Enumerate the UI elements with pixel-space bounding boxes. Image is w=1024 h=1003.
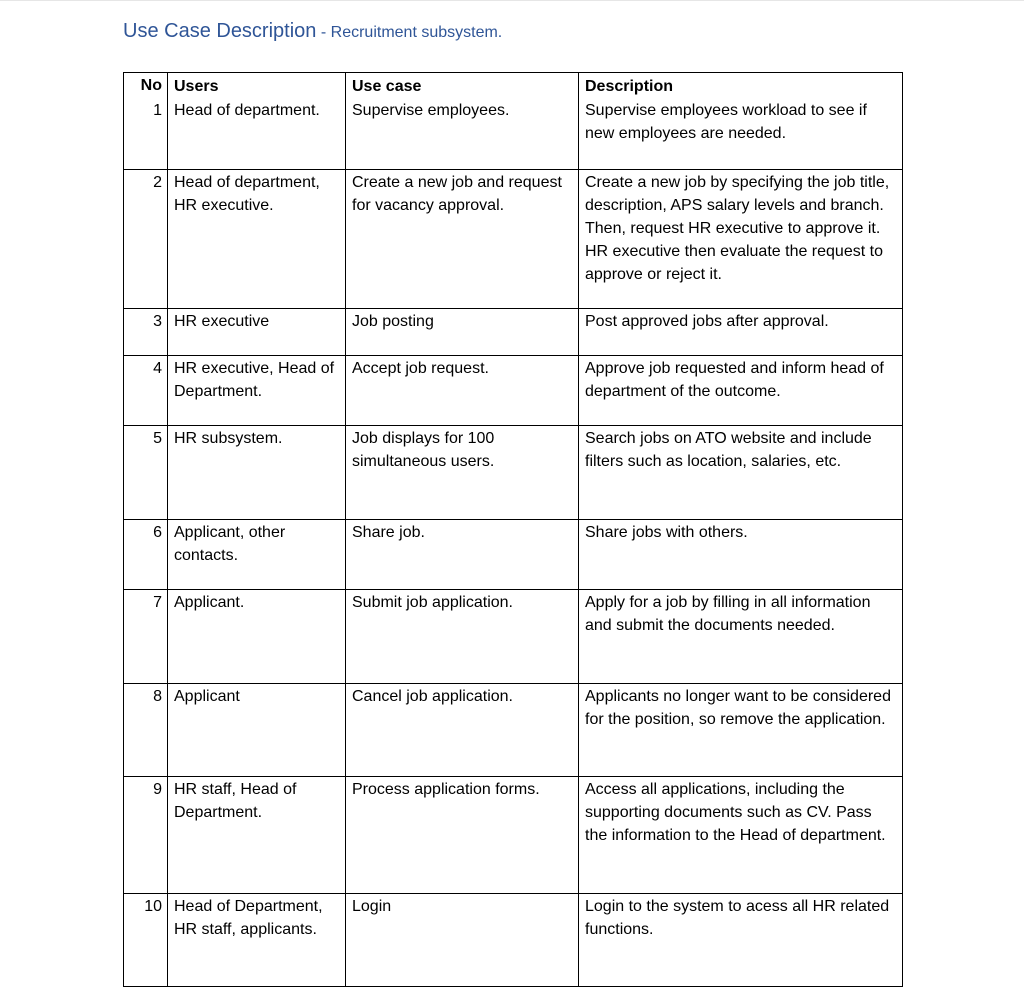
table-row — [124, 683, 903, 776]
cell-no: 9 — [124, 776, 168, 893]
cell-users: HR executive — [168, 308, 346, 355]
cell-users: HR staff, Head of Department. — [168, 776, 346, 893]
cell-users: Applicant, other contacts. — [168, 519, 346, 589]
cell-description: Supervise employees workload to see if new employees are needed. — [579, 98, 903, 169]
column-header-no: No — [124, 73, 168, 99]
table-row — [124, 589, 903, 683]
cell-use-case: Login — [346, 893, 579, 986]
column-header-use-case: Use case — [346, 73, 579, 99]
cell-users: Applicant — [168, 683, 346, 776]
heading-subtitle: Recruitment subsystem. — [330, 24, 503, 41]
cell-description: Search jobs on ATO website and include filters such as location, salaries, etc. — [579, 425, 903, 519]
cell-use-case: Create a new job and request for vacancy approval. — [346, 169, 579, 308]
cell-description: Apply for a job by filling in all information and submit the documents needed. — [579, 589, 903, 683]
table-row — [124, 98, 903, 169]
cell-no: 6 — [124, 519, 168, 589]
cell-no: 1 — [124, 98, 168, 169]
table-row — [124, 893, 903, 986]
cell-use-case: Process application forms. — [346, 776, 579, 893]
cell-users: Head of Department, HR staff, applicants. — [168, 893, 346, 986]
table-row — [124, 425, 903, 519]
cell-users: HR subsystem. — [168, 425, 346, 519]
cell-use-case: Submit job application. — [346, 589, 579, 683]
cell-use-case: Cancel job application. — [346, 683, 579, 776]
cell-no: 3 — [124, 308, 168, 355]
cell-description: Create a new job by specifying the job title, description, APS salary levels and branch. Then, request HR executive to approve it. HR executive then evaluate the request to approve or reject it. — [579, 169, 903, 308]
table-row — [124, 308, 903, 355]
cell-description: Login to the system to acess all HR related functions. — [579, 893, 903, 986]
cell-users: Head of department. — [168, 98, 346, 169]
table-row — [124, 776, 903, 893]
cell-no: 4 — [124, 355, 168, 425]
top-divider — [0, 0, 1024, 1]
cell-use-case: Accept job request. — [346, 355, 579, 425]
table-header-row — [124, 73, 903, 99]
cell-use-case: Job posting — [346, 308, 579, 355]
cell-description: Post approved jobs after approval. — [579, 308, 903, 355]
cell-users: HR executive, Head of Department. — [168, 355, 346, 425]
heading-title: Use Case Description — [123, 20, 317, 42]
cell-use-case: Job displays for 100 simultaneous users. — [346, 425, 579, 519]
cell-description: Applicants no longer want to be considered for the position, so remove the application. — [579, 683, 903, 776]
cell-no: 5 — [124, 425, 168, 519]
cell-description: Approve job requested and inform head of department of the outcome. — [579, 355, 903, 425]
column-header-description: Description — [579, 73, 903, 99]
cell-use-case: Supervise employees. — [346, 98, 579, 169]
use-case-table — [123, 72, 903, 987]
cell-no: 8 — [124, 683, 168, 776]
heading-separator: - — [316, 24, 331, 41]
table-row — [124, 519, 903, 589]
cell-no: 10 — [124, 893, 168, 986]
table-row — [124, 355, 903, 425]
cell-description: Share jobs with others. — [579, 519, 903, 589]
cell-no: 2 — [124, 169, 168, 308]
cell-users: Applicant. — [168, 589, 346, 683]
cell-users: Head of department, HR executive. — [168, 169, 346, 308]
cell-use-case: Share job. — [346, 519, 579, 589]
cell-description: Access all applications, including the supporting documents such as CV. Pass the information to the Head of department. — [579, 776, 903, 893]
table-row — [124, 169, 903, 308]
column-header-users: Users — [168, 73, 346, 99]
document-heading — [123, 20, 502, 43]
cell-no: 7 — [124, 589, 168, 683]
